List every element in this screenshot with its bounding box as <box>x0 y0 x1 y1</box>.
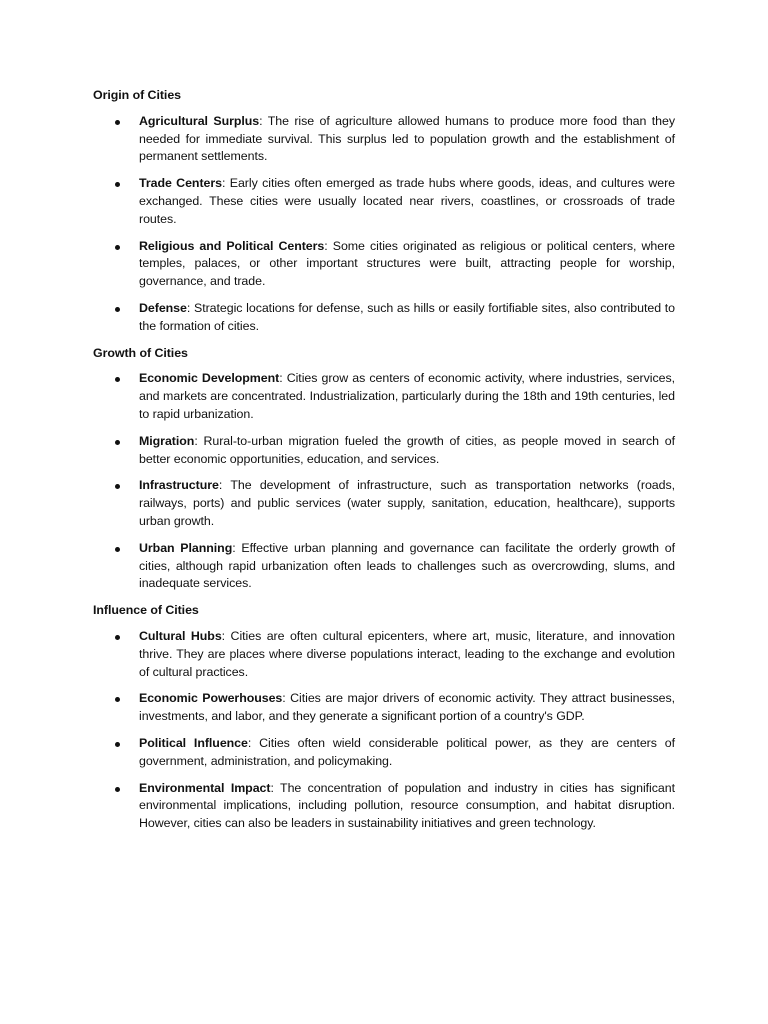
bullet-icon <box>115 787 120 792</box>
bullet-icon <box>115 635 120 640</box>
bullet-text: : Rural-to-urban migration fueled the growth of cities, as people moved in search of better economic opportunities, education, and services. <box>139 433 675 466</box>
bullet-term: Cultural Hubs <box>139 628 222 643</box>
bullet-text: : Strategic locations for defense, such as hills or easily fortifiable sites, also contributed to the formation of cities. <box>139 300 675 333</box>
bullet-icon <box>115 547 120 552</box>
bullet-term: Infrastructure <box>139 478 219 493</box>
bullet-text: : Cities are often cultural epicenters, where art, music, literature, and innovation thrive. They are places where diverse populations interact, leading to the exchange and evolution of cultural practices. <box>139 628 675 679</box>
bullet-text: : Some cities originated as religious or political centers, where temples, palaces, or other important structures were built, attracting people for worship, governance, and trade. <box>139 238 675 289</box>
document-body <box>93 87 675 842</box>
bullet-term: Trade Centers <box>139 176 222 191</box>
bullet-term: Political Influence <box>139 735 248 750</box>
bullet-term: Migration <box>139 433 195 448</box>
list-item <box>93 780 675 833</box>
bullet-text: : Cities often wield considerable political power, as they are centers of government, administration, and policymaking. <box>139 735 675 768</box>
bullet-term: Economic Powerhouses <box>139 691 283 706</box>
bullet-term: Economic Development <box>139 371 280 386</box>
bullet-icon <box>115 182 120 187</box>
bullet-icon <box>115 377 120 382</box>
bullet-icon <box>115 742 120 747</box>
list-item <box>93 433 675 469</box>
bullet-icon <box>115 484 120 489</box>
bullet-text: : The development of infrastructure, such as transportation networks (roads, railways, ports) and public services (water supply, sanitation, education, healthcare), supports urban growth. <box>139 478 675 528</box>
bullet-text: : Cities grow as centers of economic activity, where industries, services, and markets are concentrated. Industrialization, particularly during the 18th and 19th centuries, led to rapid urbanization. <box>139 371 675 421</box>
bullet-text: : The rise of agriculture allowed humans to produce more food than they needed for immediate survival. This surplus led to population growth and the establishment of permanent settlements. <box>139 113 676 164</box>
bullet-text: : Early cities often emerged as trade hubs where goods, ideas, and cultures were exchanged. These cities were usually located near rivers, coastlines, or crossroads of trade routes. <box>139 176 675 226</box>
bullet-icon <box>115 245 120 250</box>
bullet-text: : Effective urban planning and governance can facilitate the orderly growth of cities, although rapid urbanization often leads to challenges such as overcrowding, slums, and inadequate services. <box>139 540 676 591</box>
list-item <box>93 238 675 291</box>
section-heading-origin: Origin of Cities <box>93 88 182 102</box>
list-item <box>93 300 675 336</box>
bullet-text: : The concentration of population and industry in cities has significant environmental implications, including pollution, resource consumption, and habitat disruption. However, cities can also be leaders in sustainability initiatives and green technology. <box>139 780 675 831</box>
bullet-icon <box>115 697 120 702</box>
section-heading-growth: Growth of Cities <box>93 345 188 360</box>
section-heading-influence: Influence of Cities <box>93 603 199 618</box>
bullet-term: Defense <box>139 300 187 315</box>
list-item <box>93 540 675 593</box>
bullet-list-influence <box>93 628 675 833</box>
bullet-icon <box>115 440 120 445</box>
list-item <box>93 628 675 681</box>
bullet-list-growth <box>93 370 675 593</box>
bullet-term: Agricultural Surplus <box>139 113 260 128</box>
bullet-text: : Cities are major drivers of economic activity. They attract businesses, investments, and labor, and they generate a significant portion of a country's GDP. <box>139 691 676 724</box>
list-item <box>93 735 675 771</box>
bullet-list-origin <box>93 113 675 336</box>
list-item <box>93 477 675 530</box>
bullet-term: Religious and Political Centers <box>139 238 325 253</box>
bullet-icon <box>115 307 120 312</box>
list-item <box>93 175 675 228</box>
bullet-icon <box>115 120 120 125</box>
list-item <box>93 370 675 423</box>
bullet-term: Urban Planning <box>139 540 233 555</box>
bullet-term: Environmental Impact <box>139 780 271 795</box>
list-item <box>93 113 675 166</box>
list-item <box>93 690 675 726</box>
